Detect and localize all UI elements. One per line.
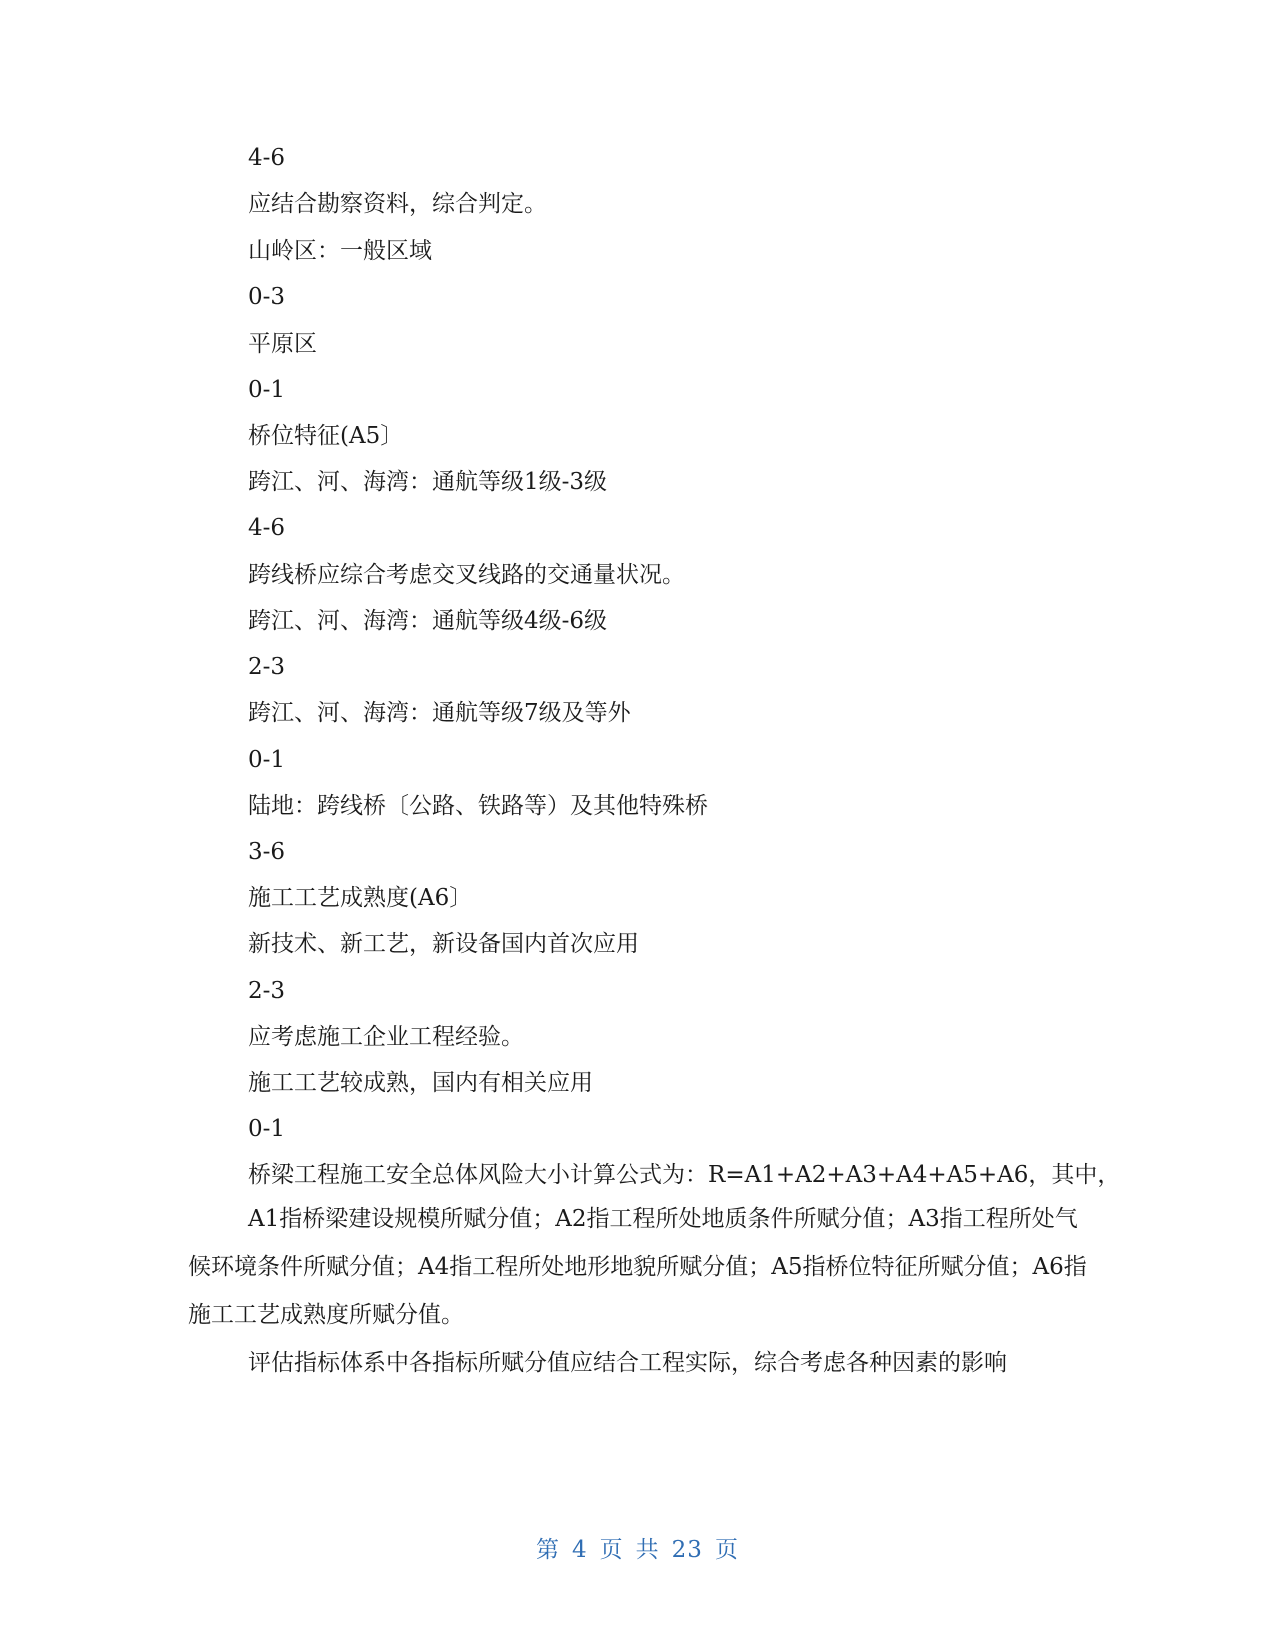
text-line: 应结合勘察资料，综合判定。 bbox=[248, 191, 547, 217]
text-line: 新技术、新工艺，新设备国内首次应用 bbox=[248, 931, 639, 957]
text-line: 4-6 bbox=[248, 145, 286, 171]
text-line: 跨江、河、海湾：通航等级4级-6级 bbox=[248, 608, 608, 634]
text-line: 2-3 bbox=[248, 978, 286, 1004]
text-line: 跨线桥应综合考虑交叉线路的交通量状况。 bbox=[248, 562, 685, 588]
text-line: 桥位特征(A5〕 bbox=[248, 423, 404, 449]
footer-page-word: 页 bbox=[599, 1537, 624, 1563]
text-line: 0-1 bbox=[248, 747, 286, 773]
footer-total-word: 共 bbox=[635, 1537, 660, 1563]
evaluation-paragraph: 评估指标体系中各指标所赋分值应结合工程实际，综合考虑各种因素的影响 bbox=[248, 1350, 1007, 1376]
text-line: 跨江、河、海湾：通航等级7级及等外 bbox=[248, 700, 631, 726]
text-line: 2-3 bbox=[248, 654, 286, 680]
footer-prefix: 第 bbox=[536, 1537, 561, 1563]
text-line: 山岭区：一般区域 bbox=[248, 238, 432, 264]
footer-page-number: 4 bbox=[572, 1537, 588, 1563]
footer-suffix: 页 bbox=[714, 1537, 739, 1563]
text-line: 平原区 bbox=[248, 331, 317, 357]
text-line: 施工工艺成熟度(A6〕 bbox=[248, 885, 473, 911]
text-line: 0-3 bbox=[248, 284, 286, 310]
formula-paragraph: 桥梁工程施工安全总体风险大小计算公式为：R=A1+A2+A3+A4+A5+A6，其中， bbox=[248, 1162, 1121, 1188]
text-line: 陆地：跨线桥〔公路、铁路等）及其他特殊桥 bbox=[248, 793, 708, 819]
page-footer bbox=[0, 1531, 1275, 1564]
text-line: 0-1 bbox=[248, 377, 286, 403]
footer-total-pages: 23 bbox=[671, 1537, 703, 1563]
text-line: 跨江、河、海湾：通航等级1级-3级 bbox=[248, 469, 608, 495]
text-line: 应考虑施工企业工程经验。 bbox=[248, 1024, 524, 1050]
definition-paragraph: A1指桥梁建设规模所赋分值；A2指工程所处地质条件所赋分值；A3指工程所处气候环境条件所赋分值；A4指工程所处地形地貌所赋分值；A5指桥位特征所赋分值；A6指施工工艺成熟度所赋分值。 bbox=[188, 1206, 1087, 1328]
text-line: 4-6 bbox=[248, 515, 286, 541]
text-line: 0-1 bbox=[248, 1116, 286, 1142]
text-line: 施工工艺较成熟，国内有相关应用 bbox=[248, 1070, 593, 1096]
text-line: 3-6 bbox=[248, 839, 286, 865]
